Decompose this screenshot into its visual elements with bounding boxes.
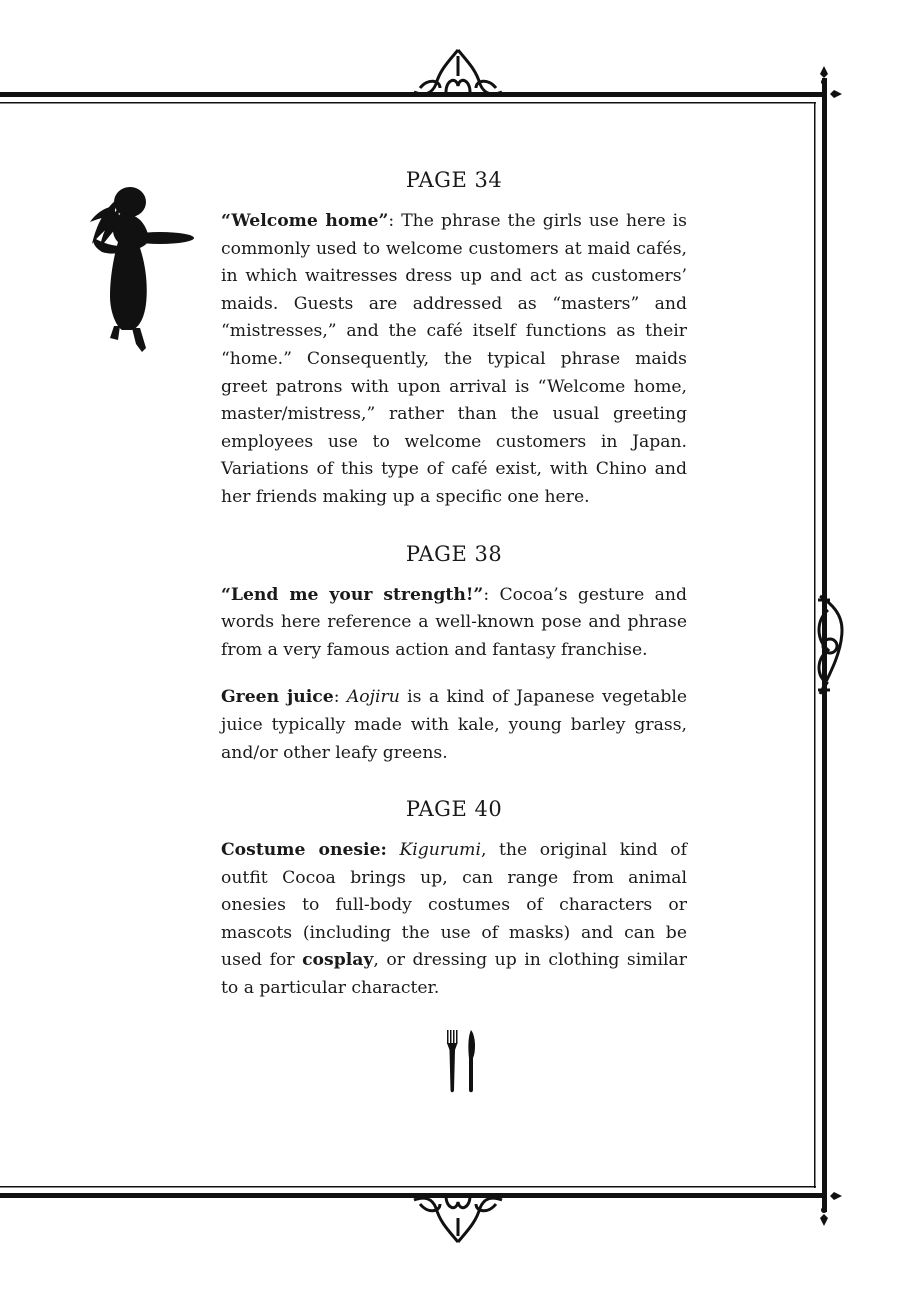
section-page-40	[221, 797, 687, 1003]
entry-text: : Cocoa’s gesture and words here reference a well-known pose and phrase from a very famous action and fantasy franchise.	[221, 584, 687, 660]
fork-knife-icon	[443, 1028, 479, 1094]
entry-text: , the original kind of outfit Cocoa brings up, can range from animal onesies to full-body costumes of characters or mascots (including the use of masks) and can be used for	[221, 840, 687, 971]
section-page-34	[221, 168, 687, 512]
section-page-38	[221, 542, 687, 768]
glossary-entry-green-juice	[221, 684, 687, 767]
entry-term: “Lend me your strength!”	[221, 584, 484, 605]
section-heading: PAGE 38	[405, 541, 503, 566]
section-heading: PAGE 40	[405, 797, 503, 822]
bottom-flourish-ornament-icon	[414, 1196, 502, 1242]
section-heading: PAGE 34	[405, 168, 503, 192]
entry-separator: :	[333, 687, 347, 708]
entry-term: Green juice	[221, 687, 334, 708]
glossary-entry-welcome-home	[221, 208, 687, 512]
glossary-entry-lend-me-your-strength	[221, 582, 687, 665]
entry-separator	[387, 840, 400, 860]
entry-bold-term: cosplay	[302, 950, 374, 971]
glossary-content	[221, 168, 687, 1033]
entry-italic-term: Aojiru	[346, 687, 400, 708]
entry-italic-term: Kigurumi	[399, 840, 481, 861]
top-flourish-ornament-icon	[414, 50, 502, 94]
side-flourish-ornament-icon	[818, 596, 842, 694]
entry-term: “Welcome home”	[221, 211, 389, 231]
entry-text: : The phrase the girls use here is commonly used to welcome customers at maid cafés, in which waitresses dress up and act as customers’ maids. Guests are addressed as “masters” and “mistresses,” and the café itself functions as their “home.” Consequently, the typical phrase maids greet patrons with upon arrival is “Welcome home, master/mistress,” rather than the usual greeting employees use to welcome customers in Japan. Variations of this type of café exist, with Chino and her friends making up a specific one here.	[221, 211, 687, 507]
maid-silhouette-icon	[88, 186, 198, 354]
entry-text: is a kind of Japanese vegetable juice typically made with kale, young barley grass, and/or other leafy greens.	[221, 687, 687, 763]
glossary-entry-costume-onesie	[221, 837, 687, 1003]
entry-term: Costume onesie:	[221, 840, 387, 861]
entry-text-continued: , or dressing up in clothing similar to a particular character.	[221, 950, 688, 999]
